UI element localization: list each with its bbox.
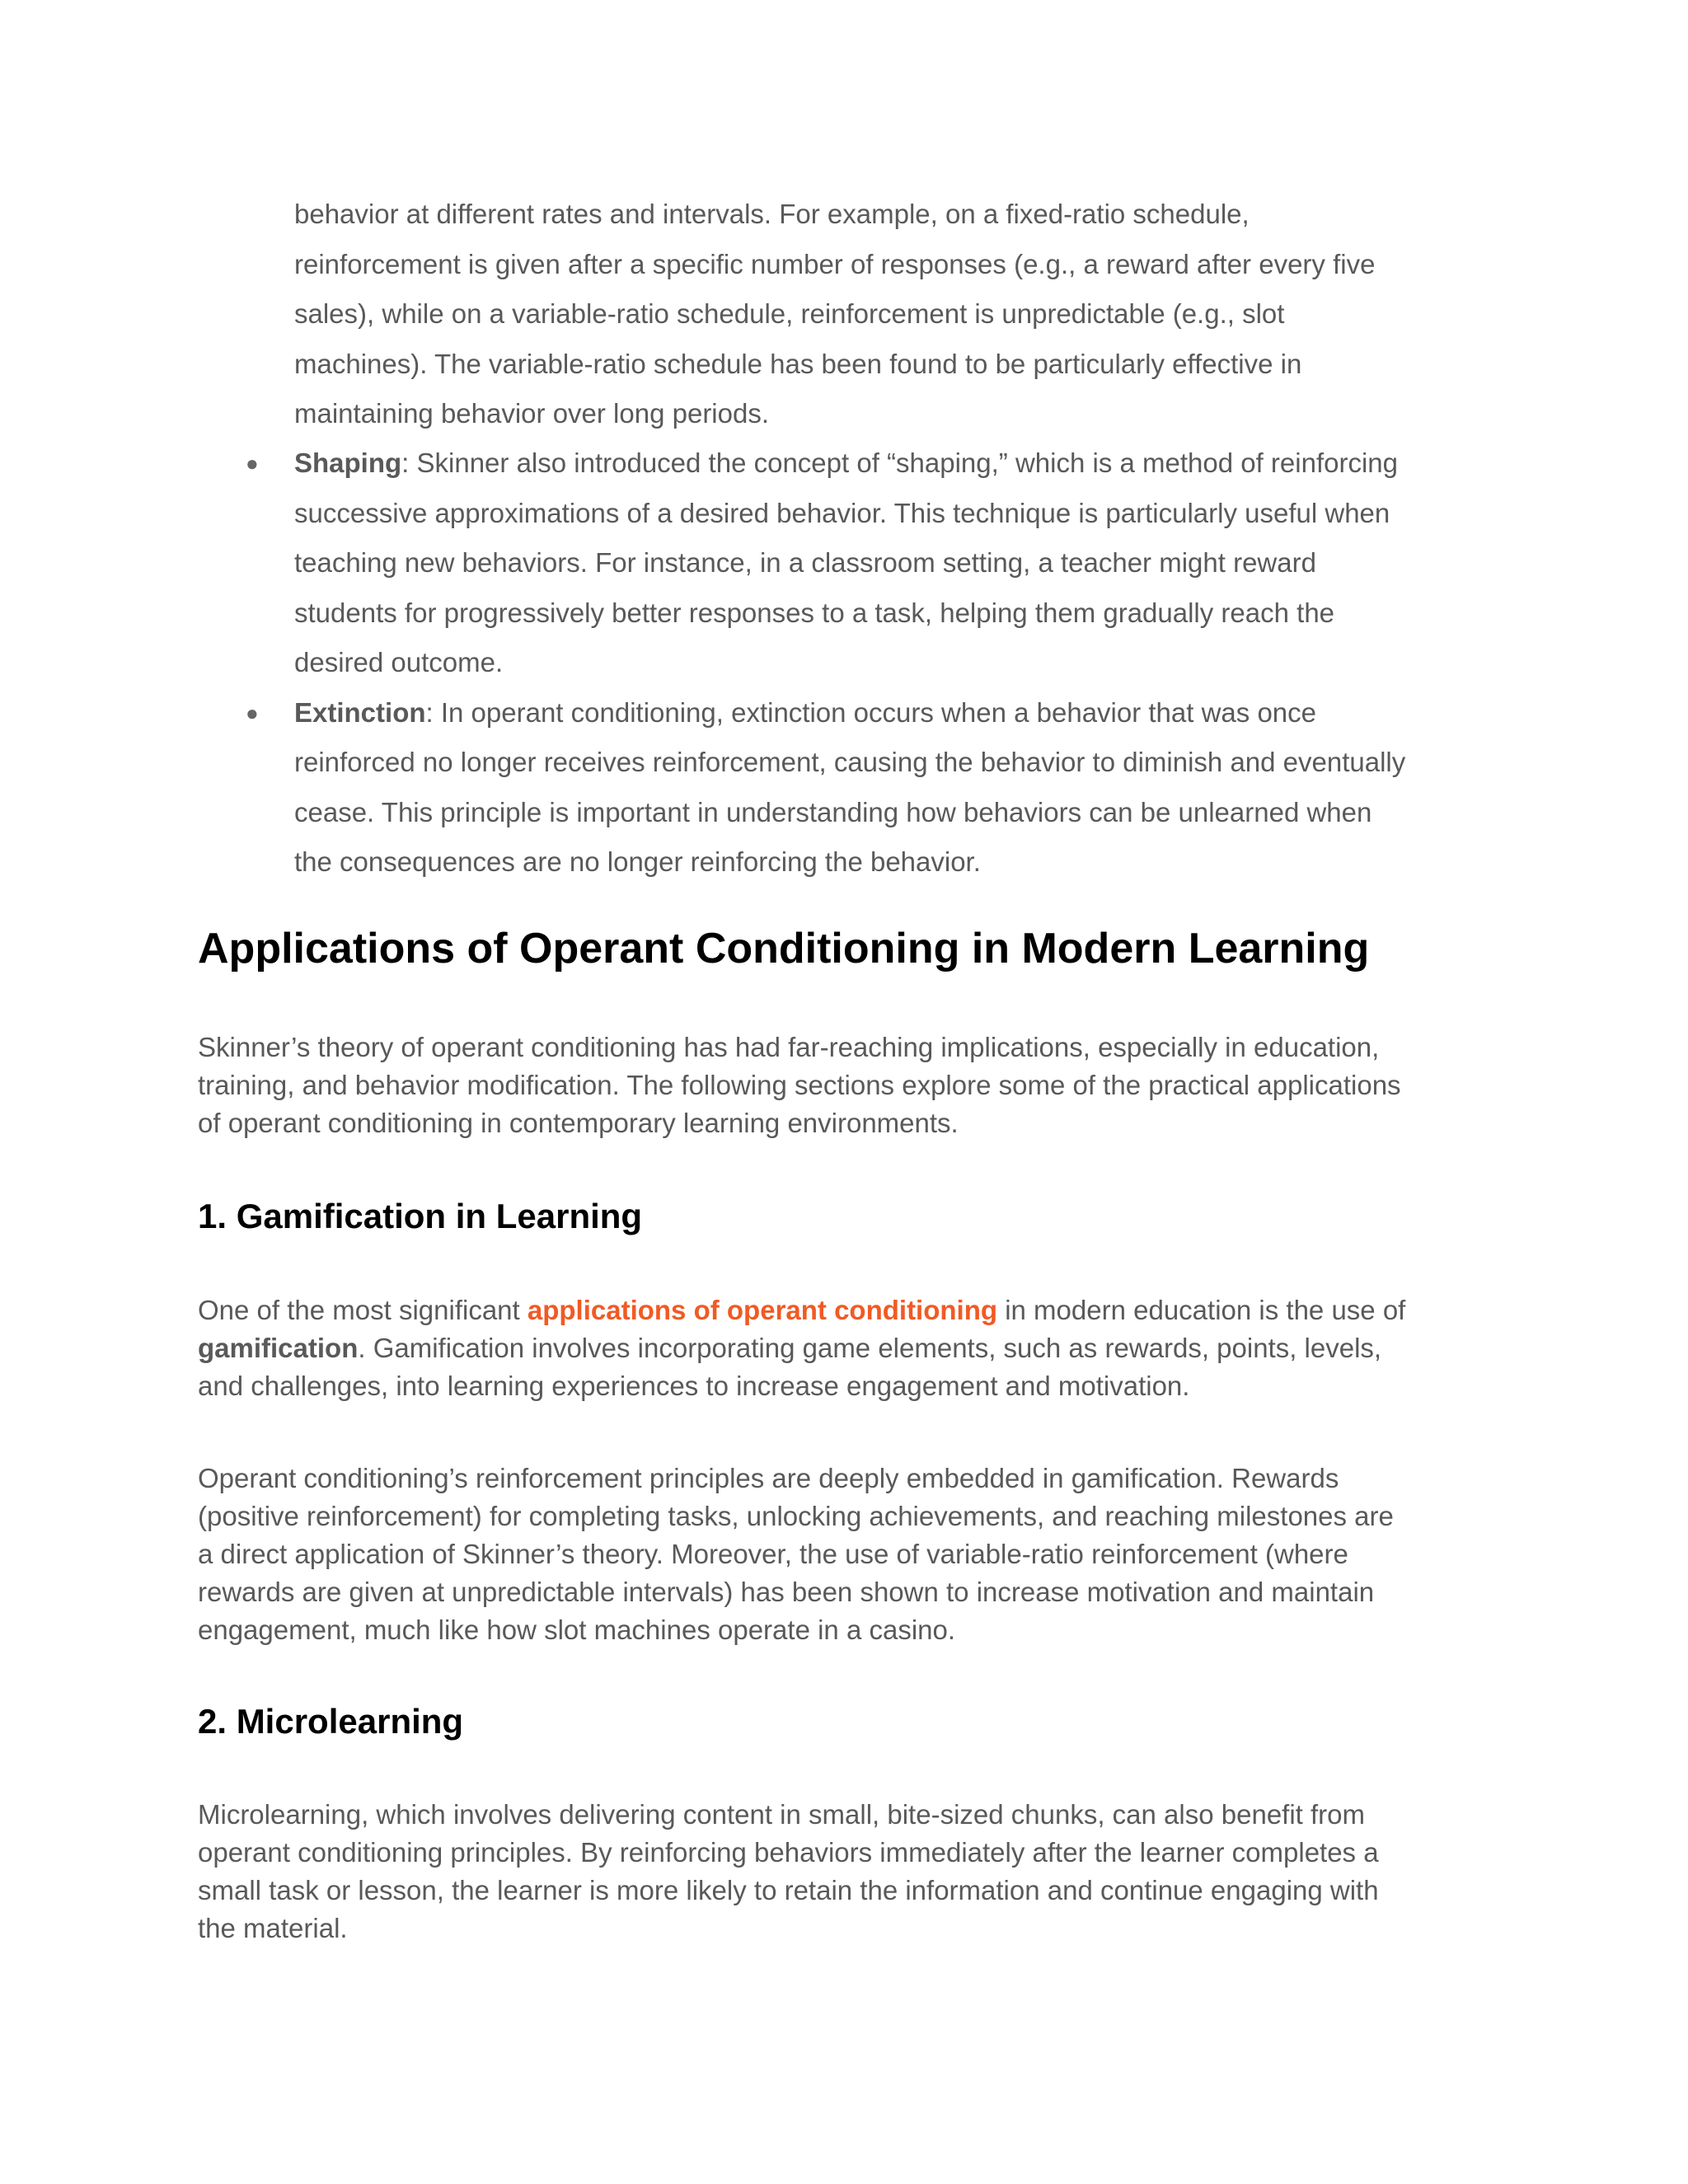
text-line: (positive reinforcement) for completing tasks, unlocking achievements, and reaching milestones are [198, 1501, 1394, 1531]
text-line [294, 688, 1531, 738]
text-span: One of the most significant [198, 1295, 528, 1325]
text-line: sales), while on a variable-ratio schedule, reinforcement is unpredictable (e.g., slot [294, 298, 1285, 329]
section-heading-block [198, 924, 1517, 973]
text-span: in modern education is the use of [997, 1295, 1406, 1325]
list-item-continuation [294, 190, 1531, 439]
list-item-shaping [246, 438, 1531, 688]
subsection-heading-microlearning: 2. Microlearning [198, 1702, 464, 1741]
list-item-extinction [246, 688, 1531, 888]
text-line: operant conditioning principles. By reinforcing behaviors immediately after the learner completes a [198, 1837, 1379, 1868]
text-line: reinforced no longer receives reinforcement, causing the behavior to diminish and eventually [294, 747, 1406, 777]
bold-term: gamification [198, 1333, 359, 1363]
text-line: of operant conditioning in contemporary learning environments. [198, 1108, 959, 1138]
text-line: Skinner’s theory of operant conditioning has had far-reaching implications, especially in education, [198, 1032, 1380, 1062]
list-item-term: Shaping [294, 448, 402, 478]
text-line: students for progressively better responses to a task, helping them gradually reach the [294, 597, 1335, 628]
list-item-text: : Skinner also introduced the concept of “shaping,” which is a method of reinforcing [401, 448, 1399, 478]
text-line: training, and behavior modification. The following sections explore some of the practical applications [198, 1070, 1401, 1100]
text-line: the consequences are no longer reinforcing the behavior. [294, 846, 981, 877]
subsection-heading-block [198, 1701, 1517, 1742]
text-line: cease. This principle is important in understanding how behaviors can be unlearned when [294, 796, 1372, 827]
text-line: and challenges, into learning experiences to increase engagement and motivation. [198, 1371, 1190, 1401]
text-line: rewards are given at unpredictable intervals) has been shown to increase motivation and maintain [198, 1577, 1375, 1607]
text-span: . Gamification involves incorporating game elements, such as rewards, points, levels, [358, 1333, 1382, 1363]
section-intro-paragraph [198, 1029, 1517, 1142]
text-line [294, 438, 1531, 489]
list-item-text: : In operant conditioning, extinction occurs when a behavior that was once [425, 696, 1317, 728]
subsection-heading-gamification: 1. Gamification in Learning [198, 1197, 643, 1235]
bullet-icon: ● [246, 700, 259, 725]
text-line: teaching new behaviors. For instance, in a classroom setting, a teacher might reward [294, 547, 1316, 578]
text-line: successive approximations of a desired behavior. This technique is particularly useful when [294, 497, 1390, 528]
text-line: machines). The variable-ratio schedule has been found to be particularly effective in [294, 348, 1302, 379]
gamification-paragraph-2 [198, 1460, 1517, 1649]
text-line [198, 1291, 1517, 1329]
text-line: small task or lesson, the learner is more likely to retain the information and continue engaging with [198, 1875, 1379, 1905]
text-line: desired outcome. [294, 647, 504, 677]
text-line: engagement, much like how slot machines operate in a casino. [198, 1615, 956, 1645]
text-line: reinforcement is given after a specific number of responses (e.g., a reward after every five [294, 248, 1376, 279]
gamification-paragraph-1 [198, 1291, 1517, 1405]
section-heading: Applications of Operant Conditioning in Modern Learning [198, 925, 1370, 972]
bullet-icon: ● [246, 451, 259, 476]
microlearning-paragraph [198, 1796, 1517, 1947]
subsection-heading-block [198, 1196, 1517, 1237]
bullet-list [246, 438, 1531, 888]
text-line: a direct application of Skinner’s theory. Moreover, the use of variable-ratio reinforcement (where [198, 1539, 1348, 1569]
text-line [198, 1329, 1517, 1367]
list-item-term: Extinction [294, 696, 426, 728]
text-line: Operant conditioning’s reinforcement principles are deeply embedded in gamification. Rewards [198, 1463, 1339, 1493]
text-line: behavior at different rates and intervals. For example, on a fixed-ratio schedule, [294, 199, 1250, 229]
operant-conditioning-link[interactable]: applications of operant conditioning [527, 1295, 998, 1325]
text-line: the material. [198, 1913, 348, 1943]
text-line: Microlearning, which involves delivering content in small, bite-sized chunks, can also benefit from [198, 1799, 1366, 1830]
text-line: maintaining behavior over long periods. [294, 398, 770, 429]
